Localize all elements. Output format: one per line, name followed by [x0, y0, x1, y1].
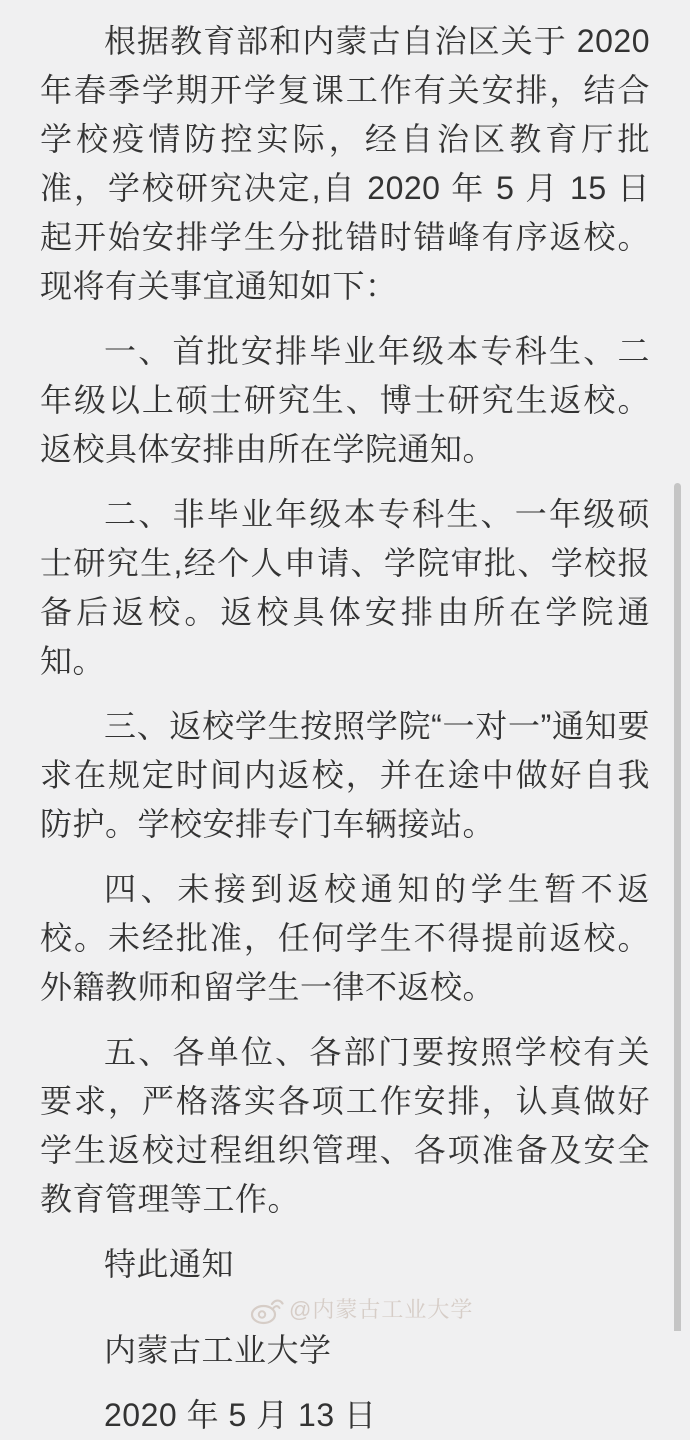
notice-paragraph-item-1: 一、首批安排毕业年级本专科生、二年级以上硕士研究生、博士研究生返校。返校具体安排由所在学院通知。	[40, 333, 650, 467]
notice-date: 2020 年 5 月 13 日	[104, 1397, 377, 1433]
notice-paragraph-item-3: 三、返校学生按照学院“一对一”通知要求在规定时间内返校，并在途中做好自我防护。学校安排专门车辆接站。	[40, 708, 650, 842]
signature: 内蒙古工业大学	[104, 1332, 332, 1368]
watermark-text: @内蒙古工业大学	[289, 1297, 474, 1322]
notice-paragraph-intro: 根据教育部和内蒙古自治区关于 2020 年春季学期开学复课工作有关安排，结合学校疫情防控实际，经自治区教育厅批准，学校研究决定,自 2020 年 5 月 15 日起开始安排学生分批错时错峰有序返校。现将有关事宜通知如下：	[40, 23, 650, 304]
notice-paragraph-item-5: 五、各单位、各部门要按照学校有关要求，严格落实各项工作安排，认真做好学生返校过程组织管理、各项准备及安全教育管理等工作。	[40, 1034, 650, 1217]
notice-closing: 特此通知	[104, 1246, 235, 1282]
notice-paragraph-item-4: 四、未接到返校通知的学生暂不返校。未经批准，任何学生不得提前返校。外籍教师和留学生一律不返校。	[40, 871, 650, 1005]
notice-paragraph-item-2: 二、非毕业年级本专科生、一年级硕士研究生,经个人申请、学院审批、学校报备后返校。返校具体安排由所在学院通知。	[40, 496, 650, 679]
scrollbar-thumb[interactable]	[674, 483, 681, 1331]
